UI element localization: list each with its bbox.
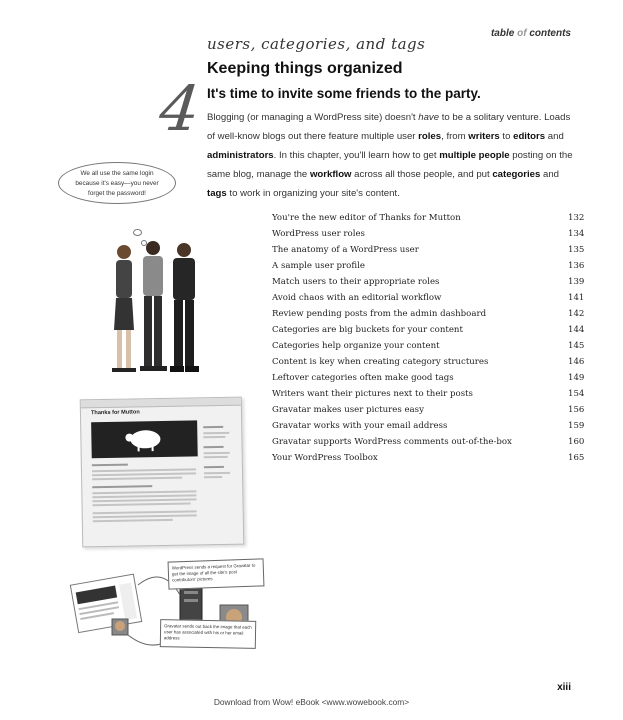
footer-download-credit: Download from Wow! eBook <www.wowebook.com> <box>213 697 410 707</box>
toc-entry-title: Categories are big buckets for your content <box>272 325 463 335</box>
toc-entry-title: WordPress user roles <box>272 229 365 239</box>
toc-entry-title: A sample user profile <box>272 261 365 271</box>
toc-entry-page: 136 <box>568 261 585 271</box>
toc-entry-title: Categories help organize your content <box>272 341 440 351</box>
thought-bubble: We all use the same login because it's easy—you never forget the password! <box>58 162 176 204</box>
toc-entry[interactable] <box>272 274 590 290</box>
toc-entry[interactable] <box>272 338 590 354</box>
toc-entry-page: 146 <box>568 357 585 367</box>
toc-entry[interactable] <box>272 370 590 386</box>
blog-screenshot <box>80 397 245 548</box>
toc-entry-title: Leftover categories often make good tags <box>272 373 454 383</box>
intro-paragraph: Blogging (or managing a WordPress site) doesn't have to be a solitary venture. Loads of well-know blogs out there feature multiple user roles, from writers to editors and administrators. In this chapter, you'll learn how to get multiple people posting on the same blog, manage the workflow across all those people, and put categories and tags to work in organizing your site's content. <box>207 112 573 199</box>
chapter-script-title: users, categories, and tags <box>207 35 426 53</box>
blog-sidebar <box>203 420 235 531</box>
toc-entry[interactable] <box>272 322 590 338</box>
toc-entry-page: 160 <box>568 437 585 447</box>
sheep-icon <box>91 420 198 458</box>
toc-entry[interactable] <box>272 258 590 274</box>
chapter-subtitle: It's time to invite some friends to the party. <box>207 86 481 101</box>
page-number: xiii <box>557 682 571 693</box>
toc-entry-page: 156 <box>568 405 585 415</box>
toc-entry-page: 134 <box>568 229 585 239</box>
toc-entry[interactable] <box>272 402 590 418</box>
chapter-title: Keeping things organized <box>207 60 403 77</box>
people-illustration <box>96 238 216 380</box>
toc-entry-page: 145 <box>568 341 585 351</box>
toc-entry-page: 139 <box>568 277 585 287</box>
toc-entry-title: The anatomy of a WordPress user <box>272 245 419 255</box>
toc-entry[interactable] <box>272 354 590 370</box>
bubble-dot <box>133 229 142 236</box>
diagram-note-request: WordPress sends a request for Gravatar to get the image of all the site's post contributors' pictures <box>168 558 265 589</box>
toc-entry-title: You're the new editor of Thanks for Mutton <box>272 213 461 223</box>
toc-entry-title: Gravatar makes user pictures easy <box>272 405 424 415</box>
toc-entry-page: 135 <box>568 245 585 255</box>
toc-entry[interactable] <box>272 210 590 226</box>
toc-entry[interactable] <box>272 434 590 450</box>
toc-entry[interactable] <box>272 418 590 434</box>
toc-entry[interactable] <box>272 386 590 402</box>
toc-entry-page: 142 <box>568 309 585 319</box>
toc-entry[interactable] <box>272 290 590 306</box>
toc-entry-page: 132 <box>568 213 585 223</box>
toc-entry-page: 154 <box>568 389 585 399</box>
toc-entry-title: Your WordPress Toolbox <box>272 453 378 463</box>
toc-entry-title: Content is key when creating category structures <box>272 357 489 367</box>
toc-entry[interactable] <box>272 306 590 322</box>
toc-entry-page: 165 <box>568 453 585 463</box>
toc-entry-page: 141 <box>568 293 585 303</box>
header-image <box>91 420 198 458</box>
toc-entry-title: Avoid chaos with an editorial workflow <box>272 293 442 303</box>
toc-entry-title: Match users to their appropriate roles <box>272 277 440 287</box>
browser-title-bar <box>81 398 241 409</box>
toc-entry-title: Gravatar supports WordPress comments out-of-the-box <box>272 437 512 447</box>
toc-entry-page: 149 <box>568 373 585 383</box>
toc-entry[interactable] <box>272 226 590 242</box>
toc-header: table of contents <box>490 28 571 39</box>
toc-entry[interactable] <box>272 242 590 258</box>
toc-entry-title: Gravatar works with your email address <box>272 421 448 431</box>
toc-entry-title: Review pending posts from the admin dashboard <box>272 309 487 319</box>
toc-entry-page: 159 <box>568 421 585 431</box>
toc-entry-page: 144 <box>568 325 585 335</box>
toc-entry[interactable] <box>272 450 590 466</box>
chapter-number: 4 <box>156 72 204 145</box>
toc-list <box>272 210 590 466</box>
toc-entry-title: Writers want their pictures next to their posts <box>272 389 473 399</box>
diagram-note-response: Gravatar sends out back the image that each user has associated with his or her email address <box>160 619 256 649</box>
site-title: Thanks for Mutton <box>90 409 140 417</box>
